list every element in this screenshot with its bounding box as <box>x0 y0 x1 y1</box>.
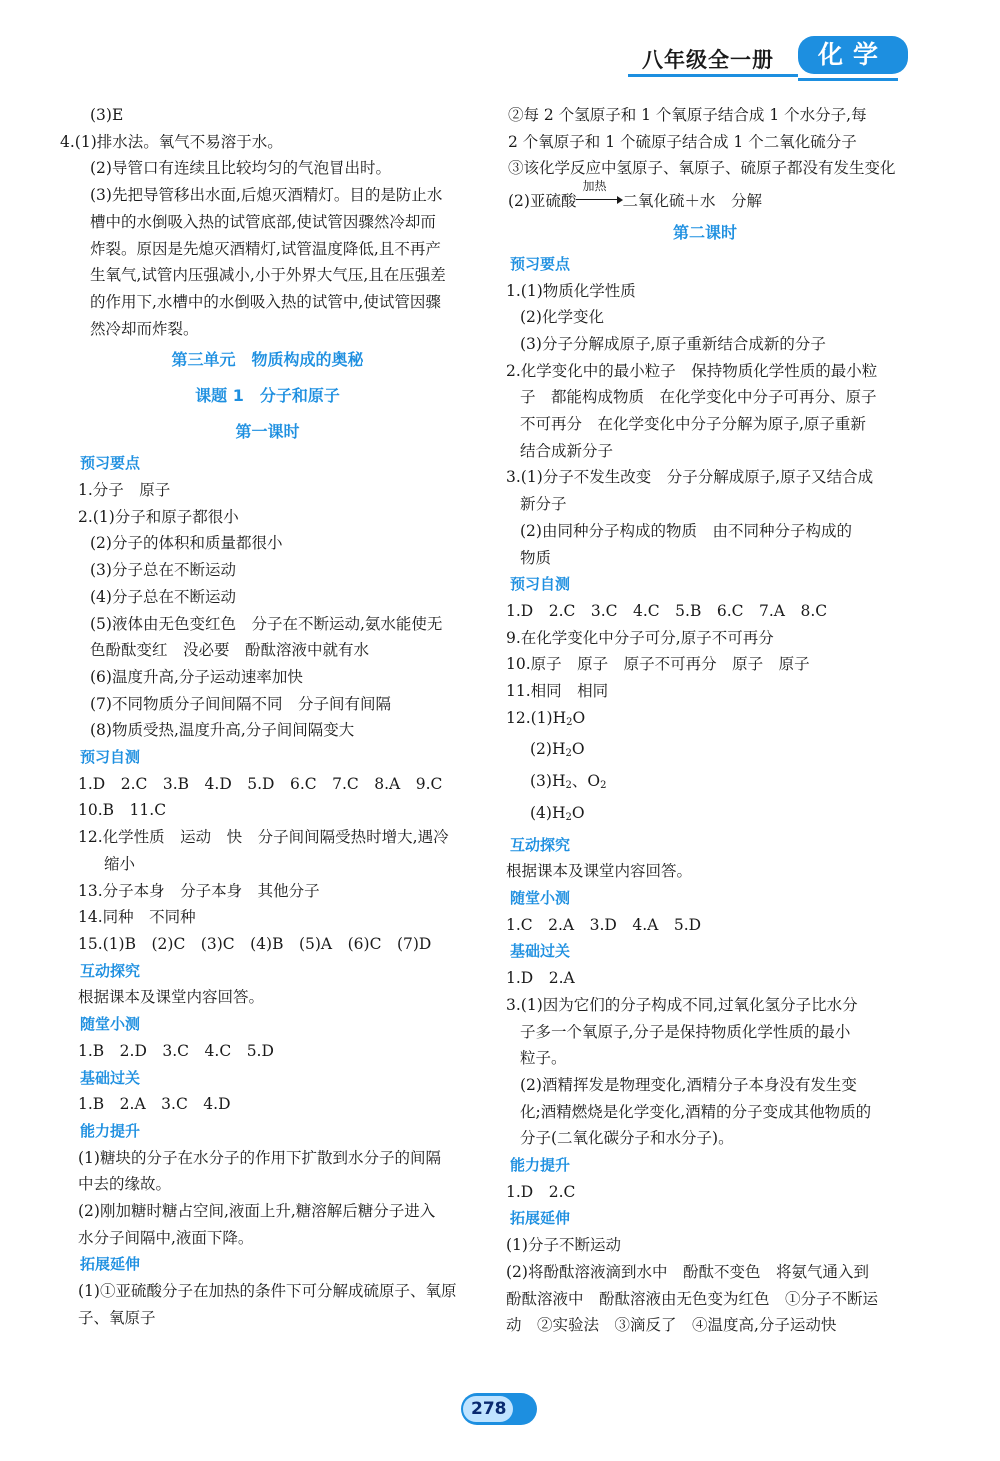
answer-line: 9.在化学变化中分子可分,原子不可再分 <box>506 628 774 647</box>
answer-line: (2)酒精挥发是物理变化,酒精分子本身没有发生变 <box>520 1075 857 1094</box>
answer-line: (2)化学变化 <box>520 308 604 327</box>
section-heading: 预习要点 <box>80 454 141 473</box>
answer-line: 根据课本及课堂内容回答。 <box>78 988 265 1007</box>
answer-line: 10.原子 原子 原子不可再分 原子 原子 <box>506 655 810 674</box>
answer-line: ③该化学反应中氢原子、氧原子、硫原子都没有发生变化 <box>508 159 896 178</box>
section-heading: 能力提升 <box>510 1156 571 1175</box>
answer-line: 子、氧原子 <box>78 1308 156 1327</box>
section-heading: 互动探究 <box>510 835 571 854</box>
answer-line: 1.(1)物质化学性质 <box>506 281 636 300</box>
answer-line: 子 都能构成物质 在化学变化中分子可再分、原子 <box>520 388 877 407</box>
answer-line: (6)温度升高,分子运动速率加快 <box>90 667 303 686</box>
answer-line: 15.(1)B (2)C (3)C (4)B (5)A (6)C (7)D <box>78 934 432 953</box>
answer-line: 粒子。 <box>520 1049 567 1068</box>
answer-line: 13.分子本身 分子本身 其他分子 <box>78 881 320 900</box>
answer-line: (7)不同物质分子间间隔不同 分子间有间隔 <box>90 694 391 713</box>
answer-line: 2.化学变化中的最小粒子 保持物质化学性质的最小粒 <box>506 361 878 380</box>
answer-line: 分子(二氧化碳分子和水分子)。 <box>520 1129 734 1148</box>
reactant: (2)亚硫酸 <box>508 192 577 211</box>
page-number-badge <box>461 1393 537 1425</box>
answer-line: 水分子间隔中,液面下降。 <box>78 1228 254 1247</box>
heating-label: 加热 <box>582 179 607 194</box>
answer-line: 槽中的水倒吸入热的试管底部,使试管因骤然冷却而 <box>90 212 436 231</box>
answer-line: (3)先把导管移出水面,后熄灭酒精灯。目的是防止水 <box>90 186 443 205</box>
answer-line: 1.C 2.A 3.D 4.A 5.D <box>506 915 702 934</box>
answer-line: (2)导管口有连续且比较均匀的气泡冒出时。 <box>90 159 391 178</box>
answer-line: 缩小 <box>104 854 136 873</box>
formula-line: $(4)H_2O$ <box>530 803 585 823</box>
answer-line: (3)分子分解成原子,原子重新结合成新的分子 <box>520 334 826 353</box>
answer-line: (5)液体由无色变红色 分子在不断运动,氨水能使无 <box>90 614 443 633</box>
answer-line: 色酚酞变红 没必要 酚酞溶液中就有水 <box>90 641 370 660</box>
section-heading: 互动探究 <box>80 961 141 980</box>
section-heading: 预习要点 <box>510 254 571 273</box>
formula-subscript: 2 <box>600 780 607 792</box>
formula-h: H <box>551 772 566 791</box>
section-heading: 拓展延伸 <box>510 1209 571 1228</box>
answer-line: 3.(1)因为它们的分子构成不同,过氧化氢分子比水分 <box>506 995 858 1014</box>
formula-line: $(3)H_2$、$O_2$ <box>530 772 607 792</box>
formula-o: O <box>572 708 586 727</box>
answer-line: ②每 2 个氢原子和 1 个氧原子结合成 1 个水分子,每 <box>508 106 867 124</box>
section-heading: 基础过关 <box>80 1068 141 1087</box>
answer-line: 化;酒精燃烧是化学变化,酒精的分子变成其他物质的 <box>520 1102 872 1121</box>
answer-line: 10.B 11.C <box>78 801 167 820</box>
answer-line: (1)①亚硫酸分子在加热的条件下可分解成硫原子、氧原 <box>78 1282 457 1301</box>
page-number: 278 <box>471 1399 507 1419</box>
section-heading: 拓展延伸 <box>80 1255 141 1274</box>
answer-line: 11.相同 相同 <box>506 682 609 701</box>
formula-h: H <box>551 803 566 822</box>
answer-line: (1)分子不断运动 <box>506 1236 621 1255</box>
answer-line: 2 个氧原子和 1 个硫原子结合成 1 个二氧化硫分子 <box>508 132 857 151</box>
answer-line: 然冷却而炸裂。 <box>90 319 199 338</box>
subject-badge: 化学 <box>798 36 908 74</box>
answer-line: 1.B 2.A 3.C 4.D <box>78 1095 231 1114</box>
answer-line: 1.D 2.C 3.B 4.D 5.D 6.C 7.C 8.A 9.C <box>78 774 443 793</box>
answer-line: (2)将酚酞溶液滴到水中 酚酞不变色 将氨气通入到 <box>506 1262 869 1281</box>
topic-heading: 课题 1 分子和原子 <box>195 386 340 406</box>
answer-line: 1.分子 原子 <box>78 481 171 500</box>
answer-line: 根据课本及课堂内容回答。 <box>506 862 693 881</box>
answer-line: 4.(1)排水法。氧气不易溶于水。 <box>60 132 283 151</box>
answer-line: (2)分子的体积和质量都很小 <box>90 534 283 553</box>
products: 二氧化硫＋水 分解 <box>622 192 762 211</box>
answer-line: 1.D 2.C 3.C 4.C 5.B 6.C 7.A 8.C <box>506 601 828 620</box>
answer-line: 2.(1)分子和原子都很小 <box>78 507 239 526</box>
answer-line: 炸裂。原因是先熄灭酒精灯,试管温度降低,且不再产 <box>90 239 441 258</box>
answer-line: (3)E <box>90 106 124 124</box>
answer-line: 12.化学性质 运动 快 分子间间隔受热时增大,遇冷 <box>78 828 449 847</box>
answer-line: 的作用下,水槽中的水倒吸入热的试管中,使试管因骤 <box>90 292 441 311</box>
section-heading: 基础过关 <box>510 942 571 961</box>
answer-line: 物质 <box>520 548 552 567</box>
section-heading: 能力提升 <box>80 1121 141 1140</box>
answer-line: (4)分子总在不断运动 <box>90 587 236 606</box>
arrow-icon <box>576 199 618 200</box>
answer-line: 动 ②实验法 ③滴反了 ④温度高,分子运动快 <box>506 1316 837 1335</box>
formula-line: $12.(1)H_2O$ <box>506 708 586 728</box>
answer-line: 1.B 2.D 3.C 4.C 5.D <box>78 1041 274 1060</box>
answer-line: 结合成新分子 <box>520 441 614 460</box>
answer-line: 中去的缘故。 <box>78 1175 172 1194</box>
answer-line: 3.(1)分子不发生改变 分子分解成原子,原子又结合成 <box>506 468 874 487</box>
section-heading: 随堂小测 <box>510 888 571 907</box>
header-rule-2 <box>798 78 898 81</box>
formula-subscript: 2 <box>566 716 573 728</box>
formula-o: O <box>571 803 585 822</box>
formula-line: $(2)H_2O$ <box>530 740 585 760</box>
formula-o: O <box>571 740 585 759</box>
formula-subscript: 2 <box>565 780 572 792</box>
right-column <box>500 102 910 1339</box>
answer-line: 14.同种 不同种 <box>78 908 196 927</box>
lesson-heading: 第二课时 <box>672 222 737 242</box>
answer-line: (2)刚加糖时糖占空间,液面上升,糖溶解后糖分子进入 <box>78 1202 436 1221</box>
answer-line: 生氧气,试管内压强减小,小于外界大气压,且在压强差 <box>90 266 446 285</box>
section-heading: 预习自测 <box>510 575 571 594</box>
answer-line: 酚酞溶液中 酚酞溶液由无色变为红色 ①分子不断运 <box>506 1289 879 1308</box>
grade-label: 八年级全一册 <box>642 47 774 72</box>
answer-line: 子多一个氧原子,分子是保持物质化学性质的最小 <box>520 1022 851 1041</box>
page-header <box>620 34 905 86</box>
unit-heading: 第三单元 物质构成的奥秘 <box>171 350 364 370</box>
answer-line: (1)糖块的分子在水分子的作用下扩散到水分子的间隔 <box>78 1148 441 1167</box>
section-heading: 预习自测 <box>80 748 141 767</box>
formula-h: H <box>551 740 566 759</box>
header-rule <box>628 74 798 77</box>
left-column <box>60 102 475 1332</box>
lesson-heading: 第一课时 <box>235 422 300 442</box>
formula-o: O <box>587 772 601 791</box>
section-heading: 随堂小测 <box>80 1015 141 1034</box>
answer-line: 1.D 2.C <box>506 1182 576 1201</box>
answer-line: (8)物质受热,温度升高,分子间间隔变大 <box>90 721 355 740</box>
formula-subscript: 2 <box>565 748 572 760</box>
formula-subscript: 2 <box>565 811 572 823</box>
formula-h: H <box>552 708 567 727</box>
answer-line: 1.D 2.A <box>506 969 575 988</box>
answer-line: 新分子 <box>520 495 567 514</box>
answer-line: (2)由同种分子构成的物质 由不同种分子构成的 <box>520 521 852 540</box>
equation-line <box>500 179 910 215</box>
heating-arrow <box>576 179 622 207</box>
answer-line: 不可再分 在化学变化中分子分解为原子,原子重新 <box>520 415 866 434</box>
answer-line: (3)分子总在不断运动 <box>90 561 236 580</box>
